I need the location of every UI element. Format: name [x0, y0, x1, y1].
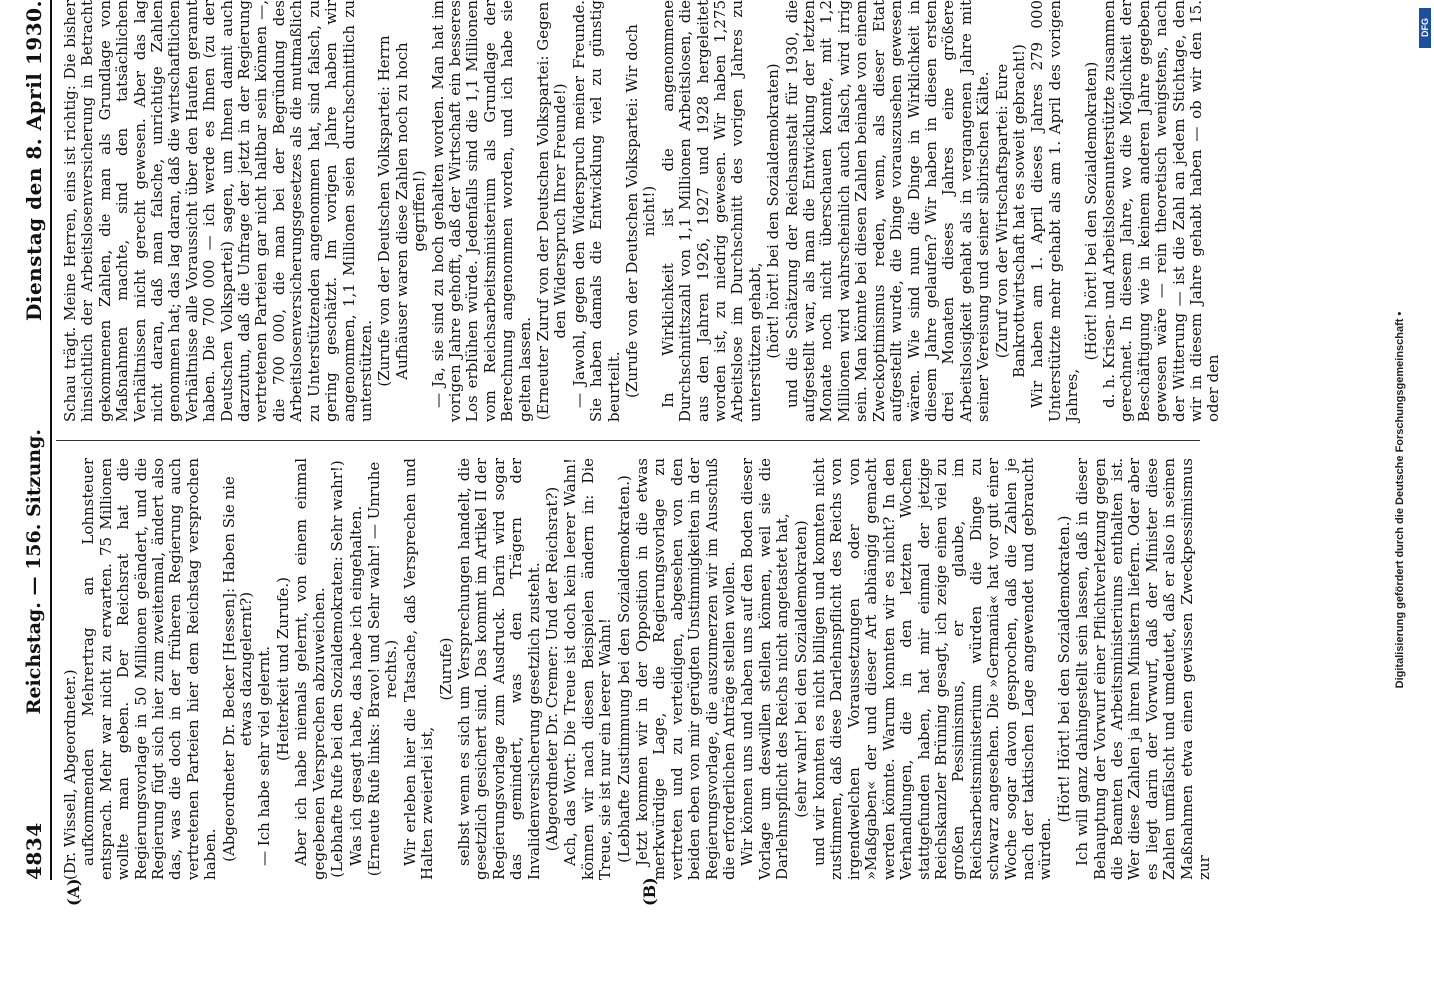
- speech-paragraph: — Jawohl, gegen den Widerspruch meiner Freunde. Sie haben damals die Entwicklung viel zu günstig beurteilt.: [569, 0, 623, 422]
- interjection-paragraph: (sehr wahr! bei den Sozialdemokraten): [791, 520, 810, 818]
- interjection-paragraph: (Zurufe von der Deutschen Volkspartei: Herrn Aufhäuser waren diese Zahlen noch zu hoch gegriffen!): [375, 35, 429, 387]
- margin-marker-b: (B): [640, 877, 659, 906]
- margin-marker-a: (A): [64, 878, 83, 906]
- speech-paragraph: Jetzt kommen wir in der Opposition in die etwas merkwürdige Lage, die Regierungsvorlage zu vertreten und zu verteidigen, abgesehen von den beiden eben von mir gerügten Unstimmigkeiten in der Regierungsvorlage, die auszumerzen wir im Ausschuß die erforderlichen Anträge stellen wollen.: [633, 458, 739, 880]
- speech-paragraph: Wir können uns und haben uns auf den Boden dieser Vorlage um deswillen stellen können, weil sie die Darlehnspflicht des Reichs nicht angetastet hat,: [738, 458, 792, 880]
- interjection-paragraph: (Zuruf von der Wirtschaftspartei: Eure Bankrottwirtschaft hat es soweit gebracht!): [992, 44, 1028, 378]
- page-number: 4834: [22, 822, 46, 880]
- speech-paragraph: Aber ich habe niemals gelernt, von einem einmal gegebenen Versprechen abzuweichen.: [292, 458, 328, 880]
- speech-paragraph: aufkommenden Mehrertrag an Lohnsteuer entsprach. Mehr war nicht zu erwarten. 75 Millionen wollte man geben. Der Reichsrat hat die Regierungsvorlage in 50 Millionen geändert, und die Regierung fügt sich hier zum zweitenmal, ändert also das, was die doch in der früheren Regierung auch vertretenen Parteien hier dem Reichstag versprochen haben.: [79, 458, 220, 880]
- page-header: [0, 0, 44, 880]
- interjection-paragraph: (Lebhafte Zustimmung bei den Sozialdemokraten.): [614, 475, 633, 863]
- interjection-paragraph: (Zurufe): [436, 637, 455, 701]
- speech-paragraph: Schau trägt. Meine Herren, eins ist richtig: Die bisher hinsichtlich der Arbeitslosenversicherung in Betracht gekommenen Zahlen, die man als Grundlage von Maßnahmen machte, sind den tatsächlichen Verhältnissen nicht gerecht gewesen. Aber das lag nicht daran, daß man falsche, unrichtige Zahlen genommen hat; das lag daran, daß die wirtschaftlichen Verhältnisse alle Voraussicht über den Haufen gerannt haben. Die 700 000 — ich werde es Ihnen (zu der Deutschen Volkspartei) sagen, um Ihnen damit auch darzutun, daß die Unfrage der jetzt in der Regierung vertretenen Parteien gar nicht haltbar sein können —, die 700 000, die man bei der Begründung des Arbeitslosenversicherungsgesetzes als die mutmaßlich zu Unterstützenden angenommen hat, sind falsch, zu gering geschätzt. Im vorigen Jahre haben wir angenommen, 1,1 Millionen seien durchschnittlich zu unterstützen.: [61, 0, 375, 422]
- speech-paragraph: In Wirklichkeit ist die angenommene Durchschnittszahl von 1,1 Millionen Arbeitslosen, die aus den Jahren 1926, 1927 und 1928 hergeleitet worden ist, zu niedrig gewesen. Wir haben 1,275 Arbeitslose im Durchschnitt des vorigen Jahres zu unterstützen gehabt,: [658, 0, 764, 422]
- right-column: [61, 0, 1223, 422]
- speech-paragraph: — Ich habe sehr viel gelernt.: [255, 645, 274, 866]
- speech-paragraph: (Dr. Wissell, Abgeordneter.): [61, 669, 79, 880]
- interjection-paragraph: (hört! hört! bei den Sozialdemokraten): [764, 63, 783, 359]
- page-title-right: Dienstag den 8. April 1930.: [22, 0, 46, 321]
- header-rule: [50, 0, 52, 880]
- digitization-note: [1380, 10, 1420, 990]
- speech-paragraph: und die Schätzung der Reichsanstalt für 1930, die aufgestellt war, als man die Entwicklung der letzten Monate noch nicht überschauen konnte, mit 1,2 Millionen wird wahrscheinlich auch falsch, wird irrig sein. Man könnte bei diesen Zahlen beinahe von einem Zweckoptimismus reden, wenn, als dieser Etat aufgestellt wurde, die Dinge vorauszusehen gewesen wären. Wie sind nun die Dinge in Wirklichkeit in diesem Jahre gelaufen? Wir haben in diesen ersten drei Monaten dieses Jahres eine größere Arbeitslosigkeit gehabt als in vergangenen Jahre mit seiner Vereisung und seiner sibirischen Kälte.: [782, 0, 993, 422]
- interjection-paragraph: (Abgeordneter Dr. Cremer: Und der Reichsrat?): [542, 486, 561, 852]
- page-title-left: Reichstag. — 156. Sitzung.: [23, 429, 45, 715]
- speech-paragraph: selbst wenn es sich um Versprechungen handelt, die gesetzlich gesichert sind. Das kommt im Artikel II der Regierungsvorlage zum Ausdruck. Darin wird sogar das gemindert, was den Trägern der Invalidenversicherung gesetzlich zusteht.: [454, 458, 543, 880]
- column-divider: [56, 440, 1200, 441]
- speech-paragraph: d. h. Krisen- und Arbeitslosenunterstützte zusammen gerechnet. In diesem Jahre, wo die Möglichkeit der Beschäftigung wie in keinem anderen Jahre gegeben gewesen wäre — rein theoretisch wenigstens, nach der Witterung — ist die Zahl an jedem Stichtage, den wir in diesem Jahre gehabt haben — ob wir den 15. oder den: [1099, 0, 1223, 422]
- interjection-paragraph: (Abgeordneter Dr. Becker [Hessen]: Haben Sie nie etwas dazugelernt?): [219, 476, 256, 862]
- speech-paragraph: Was ich gesagt habe, das habe ich eingehalten.: [346, 505, 365, 866]
- speech-paragraph: Wir haben am 1. April dieses Jahres 279 000 Unterstützte mehr gehabt als am 1. April des vorigen Jahres,: [1028, 0, 1082, 422]
- interjection-paragraph: (Zurufe von der Deutschen Volkspartei: Wir doch nicht!): [623, 24, 659, 398]
- interjection-paragraph: (Hört! Hört! bei den Sozialdemokraten.): [1054, 515, 1073, 823]
- speech-paragraph: Ach, das Wort: Die Treue ist doch kein leerer Wahn! können wir nach diesen Beispielen ändern in: Die Treue, sie ist nur ein leerer Wahn!: [561, 458, 615, 880]
- speech-paragraph: — Ja, sie sind zu hoch gehalten worden. Man hat im vorigen Jahre gehofft, daß der Wirtschaft ein besseres Los erblühen würde. Jedenfalls sind die 1,1 Millionen vom Reichsarbeitsministerium als Grundlage der Berechnung angenommen worden, und ich habe sie gelten lassen.: [428, 0, 534, 422]
- interjection-paragraph: (Erneuter Zuruf von der Deutschen Volkspartei: Gegen den Widerspruch Ihrer Freunde!): [533, 1, 570, 421]
- left-column: [61, 458, 1213, 880]
- interjection-paragraph: (Hört! hört! bei den Sozialdemokraten): [1081, 61, 1100, 361]
- digitization-credit: Digitalisierung gefördert durch die Deutsche Forschungsgemeinschaft •: [1394, 311, 1406, 689]
- interjection-paragraph: (Heiterkeit und Zurufe.): [273, 577, 292, 761]
- dfg-logo: DFG: [1419, 8, 1431, 48]
- interjection-paragraph: (Erneute Rufe links: Bravo! und Sehr wahr! — Unruhe rechts.): [364, 461, 401, 877]
- interjection-paragraph: (Lebhafte Rufe bei den Sozialdemokraten: Sehr wahr!): [328, 460, 347, 878]
- speech-paragraph: und wir konnten es nicht billigen und konnten nicht zustimmen, daß diese Darlehnspflicht des Reichs von irgendwelchen Voraussetzungen oder von »Maßgaben« der und dieser Art abhängig gemacht werden könnte. Warum konnten wir es nicht? In den Verhandlungen, die in den letzten Wochen stattgefunden haben, hat mir einmal der jetzige Reichskanzler Brüning gesagt, ich zeige einen viel zu großen Pessimismus, er glaube, im Reichsarbeitsministerium würden die Dinge zu schwarz angesehen. Die »Germania« hat vor gut einer Woche sogar davon gesprochen, daß die Zahlen je nach der taktischen Lage angewendet und gebraucht würden.: [810, 458, 1055, 880]
- speech-paragraph: Ich will ganz dahingestellt sein lassen, daß in dieser Behauptung der Vorwurf einer Pflichtverletzung gegen die Beamten des Arbeitsministeriums enthalten ist. Wer diese Zahlen ja ihren Ministern liefern. Oder aber es liegt darin der Vorwurf, daß der Minister diese Zahlen umfälscht und umdeutet, daß er also in seinen Maßnahmen etwa einen gewissen Zweckpessimismus zur: [1073, 458, 1213, 880]
- speech-paragraph: Wir erleben hier die Tatsache, daß Versprechen und Halten zweierlei ist,: [400, 458, 437, 880]
